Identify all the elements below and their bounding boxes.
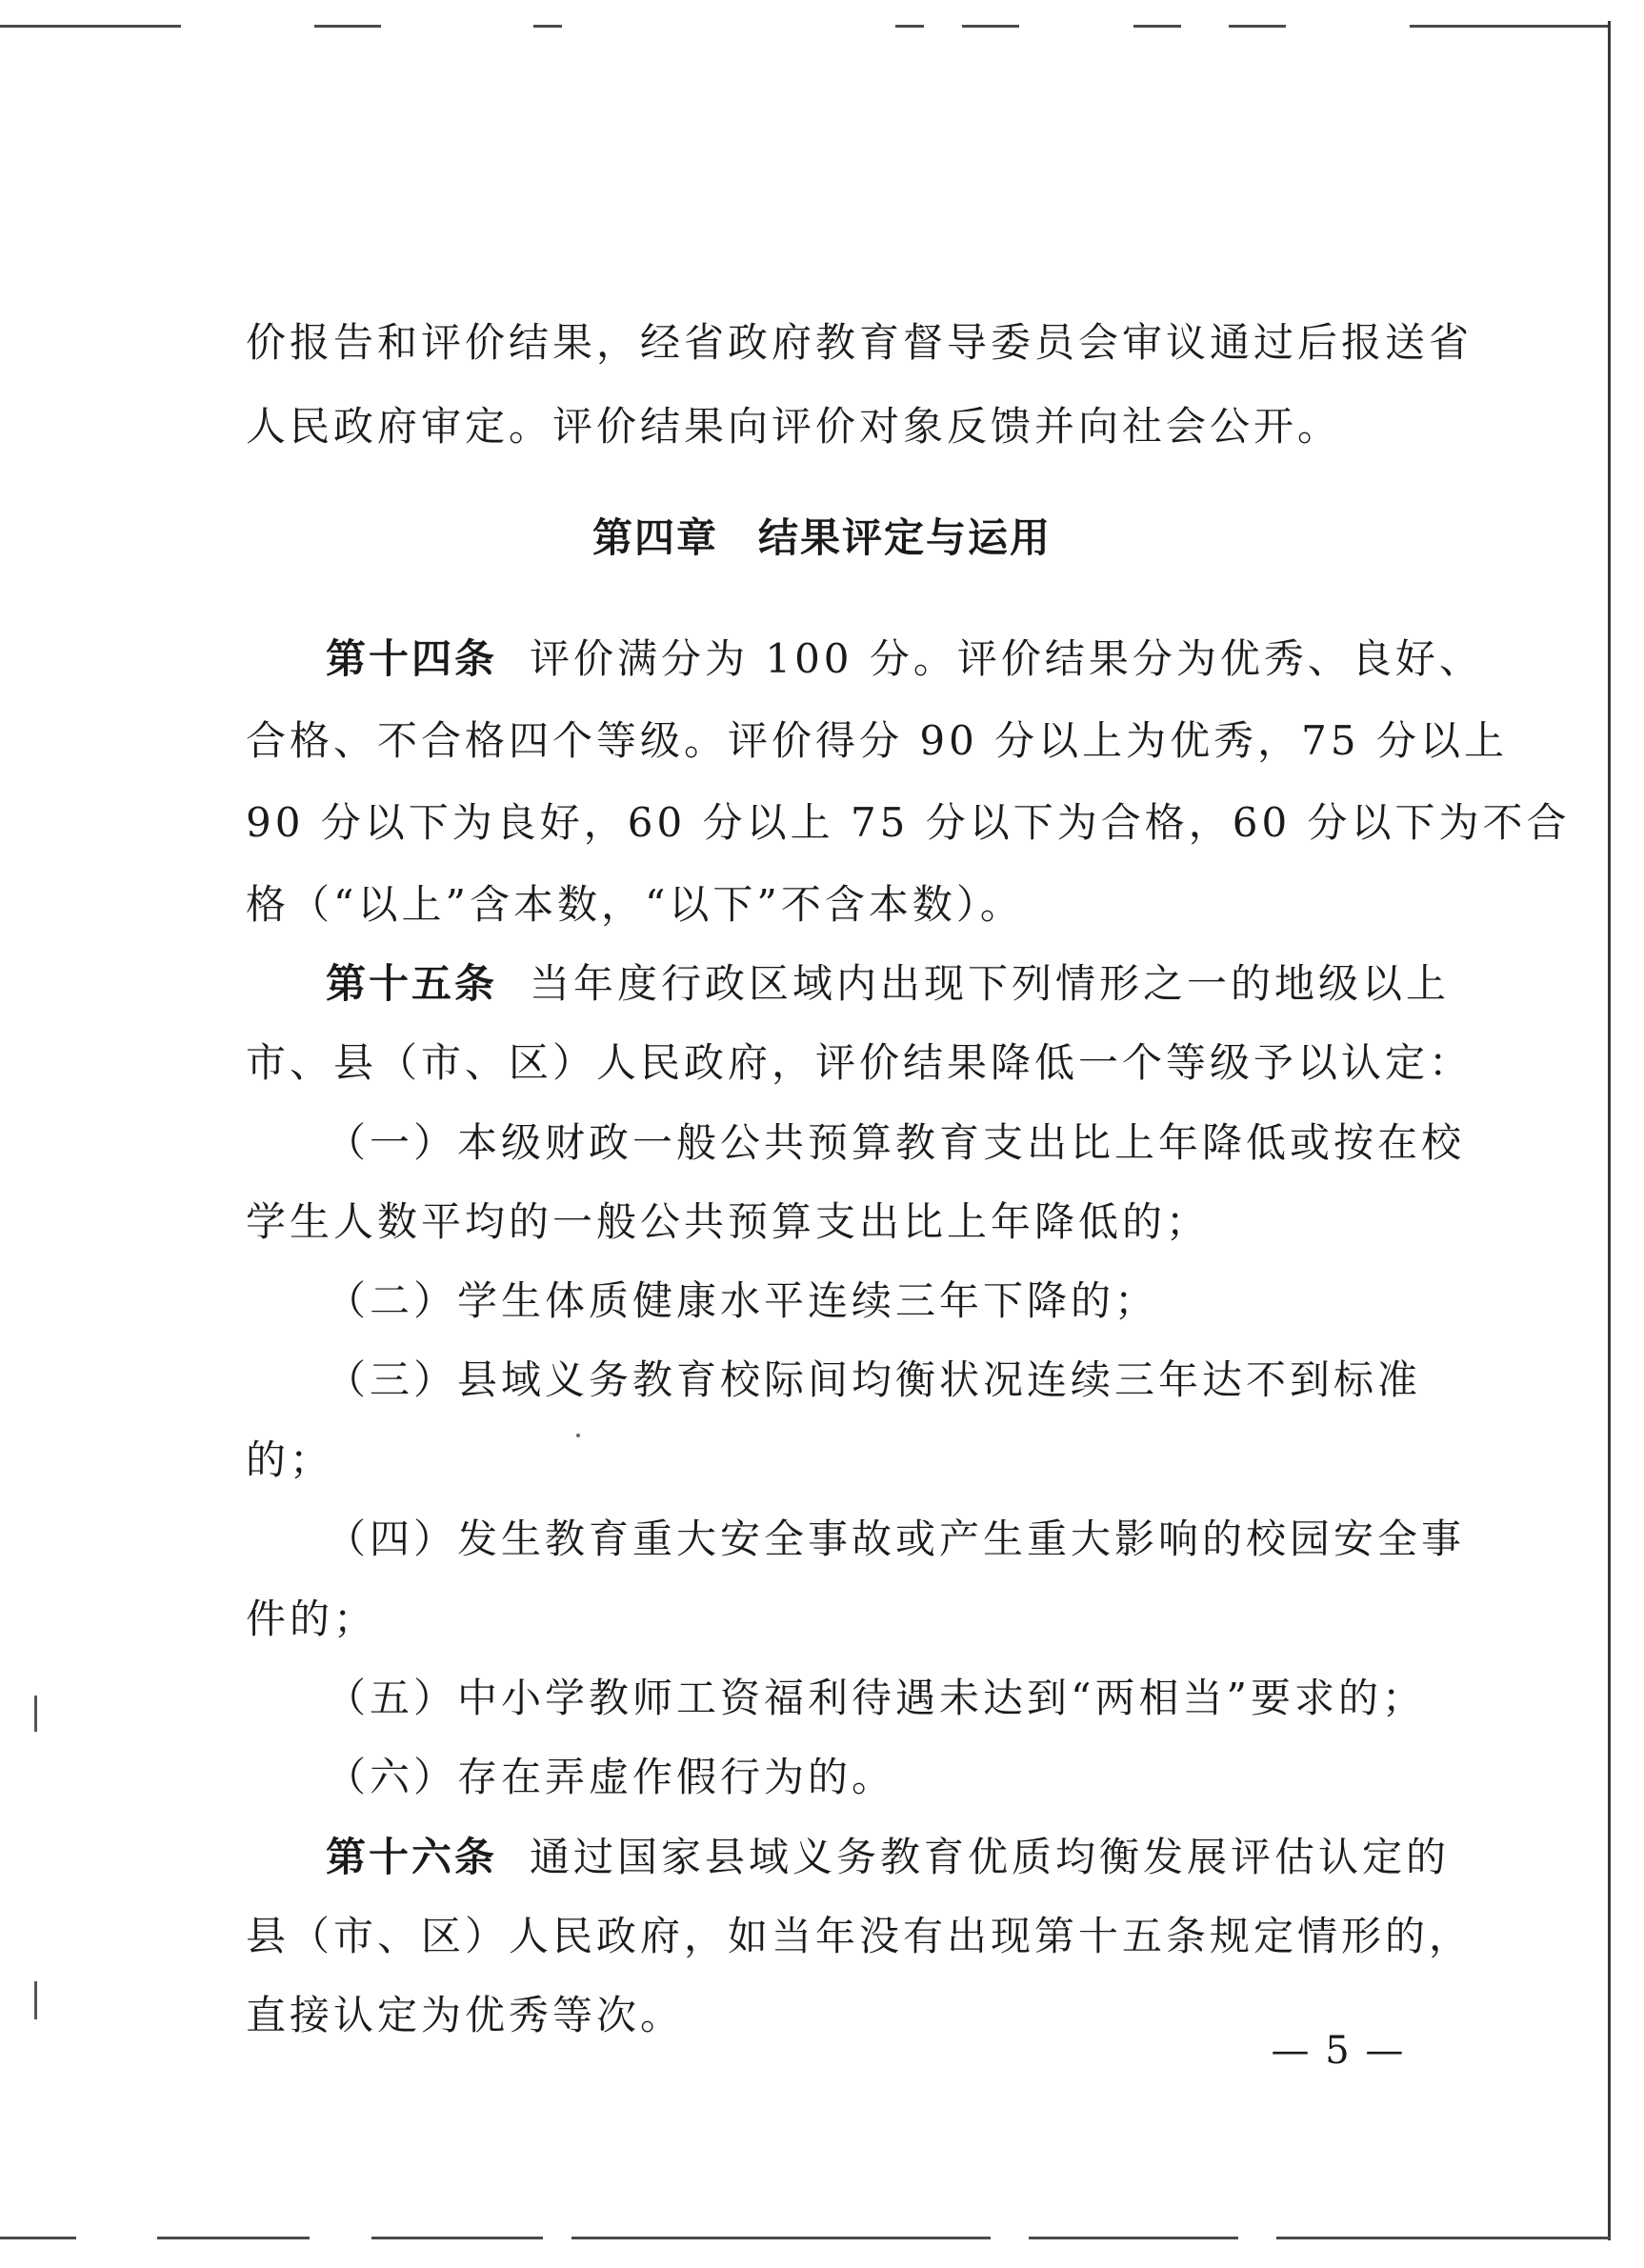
scan-border-bottom [0,2237,1644,2239]
article-16-line-3: 直接认定为优秀等次。 [246,1992,685,2038]
paragraph-line: 人民政府审定。评价结果向评价对象反馈并向社会公开。 [246,403,1342,450]
scan-mark-left [34,1696,37,1732]
list-item: （一）本级财政一般公共预算教育支出比上年降低或按在校 [326,1119,1466,1166]
list-item-continuation: 的； [246,1436,334,1483]
article-16-line-1 [326,1829,1451,1886]
article-14-line-4: 格（“以上”含本数，“以下”不含本数）。 [246,881,1024,928]
article-15-line-2: 市、县（市、区）人民政府，评价结果降低一个等级予以认定： [246,1039,1474,1086]
article-15-text: 当年度行政区域内出现下列情形之一的地级以上 [530,960,1451,1007]
article-14-line-1 [326,631,1483,688]
list-item: （四）发生教育重大安全事故或产生重大影响的校园安全事 [326,1515,1466,1562]
article-14-line-2: 合格、不合格四个等级。评价得分 90 分以上为优秀，75 分以上 [246,717,1508,764]
paragraph-line: 价报告和评价结果，经省政府教育督导委员会审议通过后报送省 [246,319,1474,366]
article-16-text: 通过国家县域义务教育优质均衡发展评估认定的 [530,1834,1451,1880]
article-16-label: 第十六条 [326,1834,498,1880]
list-item: （六）存在弄虚作假行为的。 [326,1754,896,1800]
article-14-line-3: 90 分以下为良好，60 分以上 75 分以下为合格，60 分以下为不合 [246,799,1571,846]
article-15-label: 第十五条 [326,960,498,1007]
page-number: — 5 — [1271,2029,1406,2073]
article-14-label: 第十四条 [326,635,498,682]
article-14-text: 评价满分为 100 分。评价结果分为优秀、良好、 [530,635,1483,682]
list-item: （五）中小学教师工资福利待遇未达到“两相当”要求的； [326,1675,1426,1721]
chapter-heading [0,510,1644,567]
list-item: （三）县域义务教育校际间均衡状况连续三年达不到标准 [326,1356,1422,1403]
list-item: （二）学生体质健康水平连续三年下降的； [326,1277,1159,1324]
list-item-continuation: 学生人数平均的一般公共预算支出比上年降低的； [246,1198,1211,1245]
article-15-line-1 [326,955,1451,1013]
chapter-title: 结果评定与运用 [758,514,1053,561]
article-16-line-2: 县（市、区）人民政府，如当年没有出现第十五条规定情形的， [246,1913,1474,1959]
chapter-number: 第四章 [591,514,718,561]
scan-border-top [0,25,1644,28]
scan-border-right [1608,21,1611,2240]
list-item-continuation: 件的； [246,1596,378,1642]
scan-mark-left [34,1981,37,2019]
